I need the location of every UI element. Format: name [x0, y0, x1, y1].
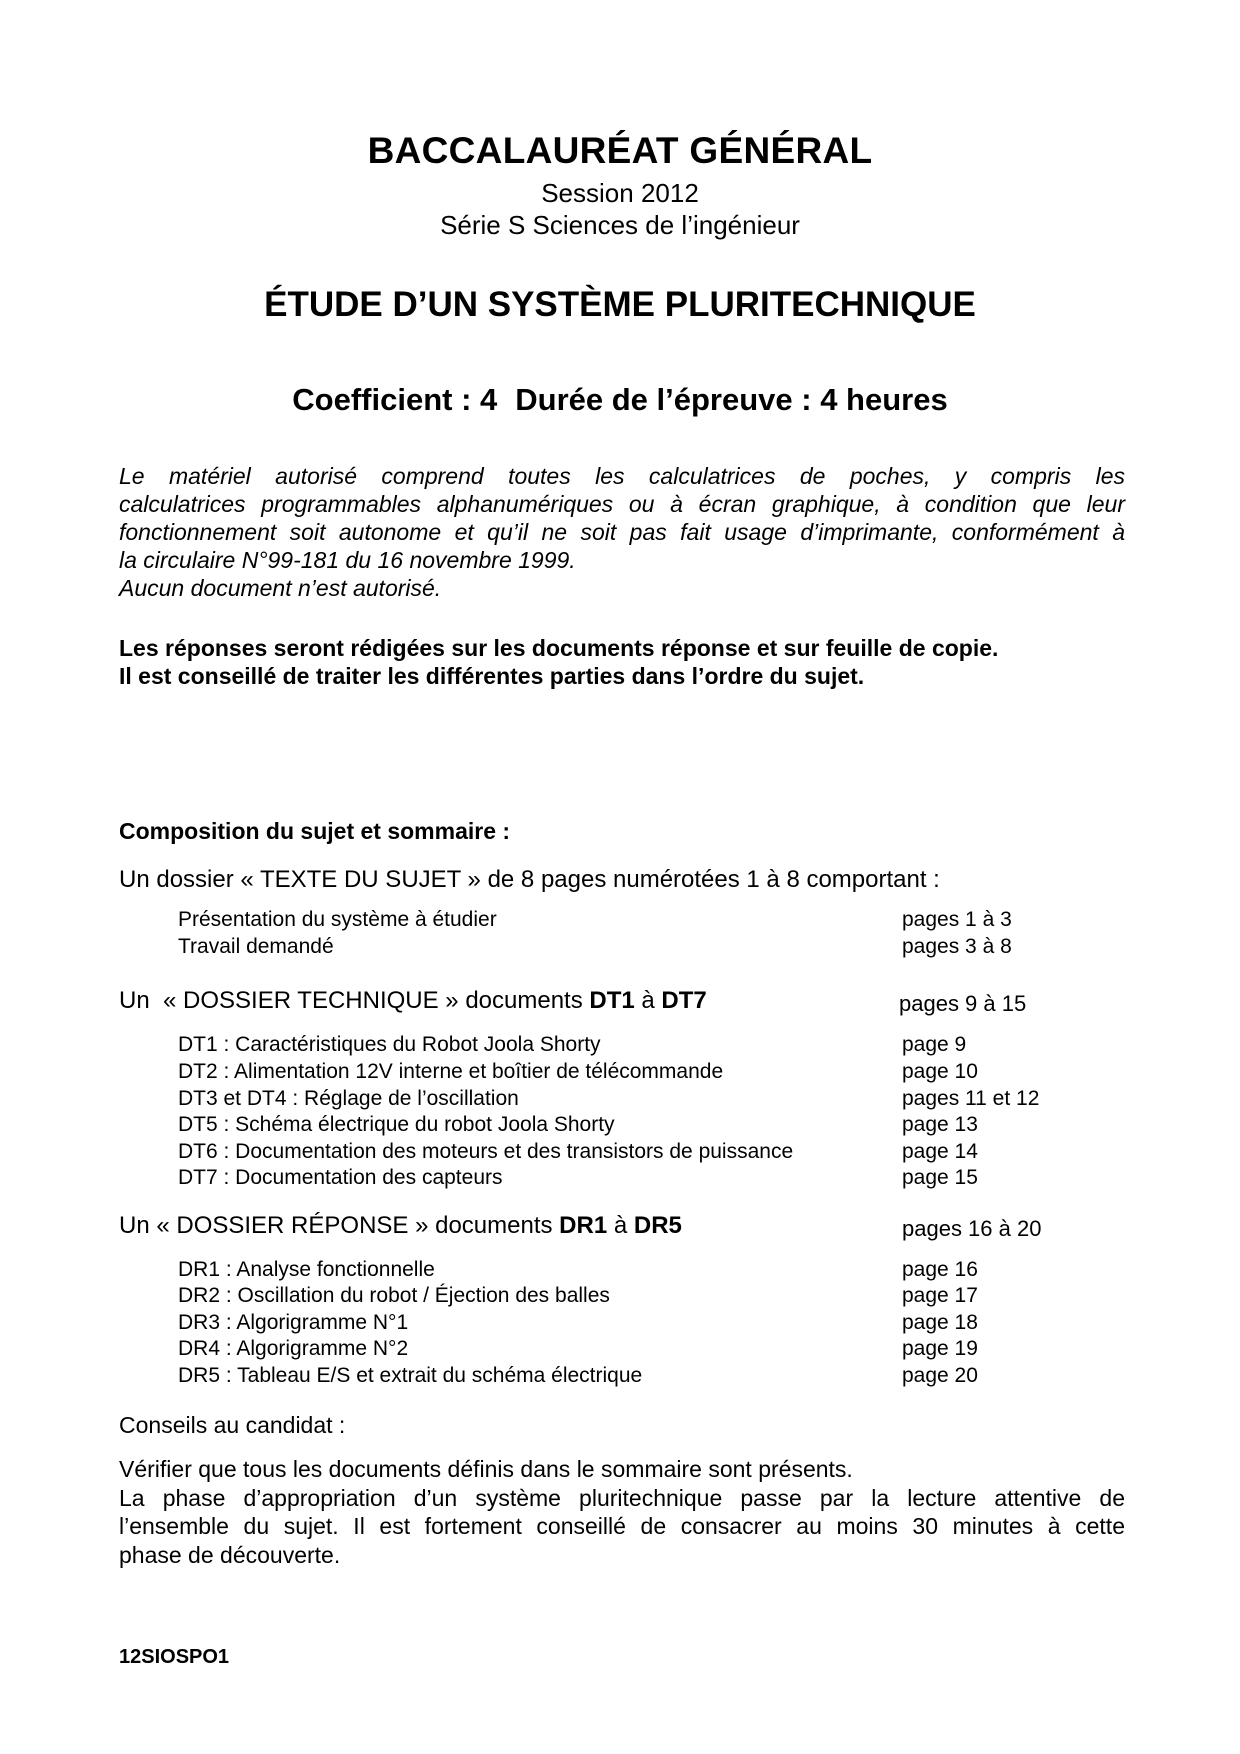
toc-item-pages: page 16 — [902, 1258, 978, 1281]
answer-instructions — [119, 634, 1125, 690]
dossier-reponse-from: DR1 — [559, 1212, 608, 1239]
composition-title: Composition du sujet et sommaire : — [119, 818, 511, 844]
dossier-texte-line: Un dossier « TEXTE DU SUJET » de 8 pages numérotées 1 à 8 comportant : — [119, 866, 940, 893]
advice-paragraph — [119, 1455, 1125, 1569]
toc-item-pages: page 18 — [902, 1311, 978, 1334]
toc-item-label: DR5 : Tableau E/S et extrait du schéma électrique — [178, 1364, 643, 1387]
dossier-technique-from: DT1 — [589, 987, 635, 1014]
toc-item-label: DT1 : Caractéristiques du Robot Joola Shorty — [178, 1033, 601, 1056]
toc-item-label: DT5 : Schéma électrique du robot Joola Shorty — [178, 1113, 615, 1136]
advice-line: phase de découverte. — [119, 1541, 341, 1568]
coefficient-duration-line — [0, 382, 1240, 418]
toc-item-pages: page 15 — [902, 1166, 978, 1189]
coefficient: Coefficient : 4 — [292, 382, 498, 417]
toc-item-pages: page 17 — [902, 1284, 978, 1307]
material-line: Le matériel autorisé comprend toutes les calculatrices de poches, y compris les — [119, 463, 1125, 489]
dossier-reponse-to: DR5 — [633, 1212, 682, 1239]
dossier-reponse-middle: à — [607, 1212, 634, 1239]
toc-item-label: DR4 : Algorigramme N°2 — [178, 1337, 409, 1360]
subject-code: 12SIOSPO1 — [119, 1646, 230, 1668]
no-document-note: Aucun document n’est autorisé. — [119, 575, 442, 601]
toc-item-pages: page 20 — [902, 1364, 978, 1387]
material-line: fonctionnement soit autonome et qu’il ne soit pas fait usage d’imprimante, conformément à — [119, 519, 1125, 545]
dossier-technique-prefix: Un « DOSSIER TECHNIQUE » documents — [119, 987, 590, 1014]
duration: Durée de l’épreuve : 4 heures — [515, 382, 948, 417]
advice-check: Vérifier que tous les documents définis dans le sommaire sont présents. — [119, 1456, 853, 1482]
dossier-technique-line — [119, 987, 707, 1015]
dossier-technique-middle: à — [634, 987, 662, 1014]
dossier-reponse-line — [119, 1212, 682, 1240]
material-line: calculatrices programmables alphanumériques ou à écran graphique, à condition que leur — [119, 491, 1125, 517]
toc-item-pages: pages 3 à 8 — [902, 935, 1012, 958]
advice-label: Conseils au candidat : — [119, 1412, 346, 1438]
order-note: Il est conseillé de traiter les différentes parties dans l’ordre du sujet. — [119, 663, 865, 689]
toc-item-label: DT2 : Alimentation 12V interne et boîtier de télécommande — [178, 1060, 724, 1083]
toc-item-label: Présentation du système à étudier — [178, 908, 497, 931]
toc-item-pages: page 13 — [902, 1113, 978, 1136]
toc-item-pages: page 9 — [902, 1033, 967, 1056]
advice-line: La phase d’appropriation d’un système pluritechnique passe par la lecture attentive de — [119, 1484, 1125, 1511]
toc-item-label: DT7 : Documentation des capteurs — [178, 1166, 503, 1189]
authorized-material-paragraph — [119, 462, 1125, 602]
toc-item-pages: page 10 — [902, 1060, 978, 1083]
toc-item-label: DR2 : Oscillation du robot / Éjection des balles — [178, 1284, 610, 1307]
dossier-technique-pages: pages 9 à 15 — [899, 991, 1027, 1016]
toc-item-label: DR3 : Algorigramme N°1 — [178, 1311, 409, 1334]
toc-item-pages: page 14 — [902, 1140, 978, 1163]
dossier-technique-to: DT7 — [661, 987, 707, 1014]
serie-label: Série S Sciences de l’ingénieur — [440, 210, 800, 240]
toc-item-label: Travail demandé — [178, 935, 334, 958]
dossier-reponse-pages: pages 16 à 20 — [902, 1216, 1042, 1241]
material-line: la circulaire N°99-181 du 16 novembre 1999. — [119, 547, 576, 573]
toc-item-label: DT3 et DT4 : Réglage de l’oscillation — [178, 1087, 519, 1110]
dossier-reponse-prefix: Un « DOSSIER RÉPONSE » documents — [119, 1212, 560, 1239]
toc-item-label: DR1 : Analyse fonctionnelle — [178, 1258, 435, 1281]
toc-item-pages: page 19 — [902, 1337, 978, 1360]
session-label: Session 2012 — [541, 178, 699, 208]
exam-title: BACCALAURÉAT GÉNÉRAL — [367, 130, 873, 171]
advice-line: l’ensemble du sujet. Il est fortement conseillé de consacrer au moins 30 minutes à cette — [119, 1513, 1125, 1539]
toc-item-pages: pages 11 et 12 — [902, 1087, 1040, 1110]
answers-note: Les réponses seront rédigées sur les documents réponse et sur feuille de copie. — [119, 635, 999, 661]
subject-title: ÉTUDE D’UN SYSTÈME PLURITECHNIQUE — [264, 285, 976, 324]
toc-item-pages: pages 1 à 3 — [902, 908, 1012, 931]
toc-item-label: DT6 : Documentation des moteurs et des transistors de puissance — [178, 1140, 794, 1163]
